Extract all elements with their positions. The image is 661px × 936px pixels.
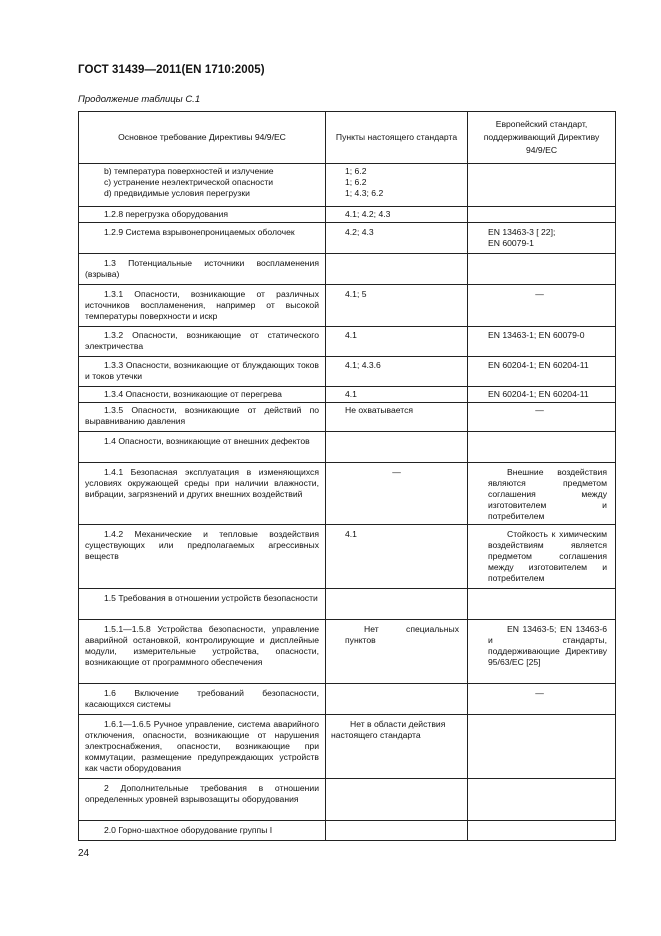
column-header-clauses: Пункты настоящего стандарта xyxy=(326,112,468,164)
column-header-requirement: Основное требование Директивы 94/9/ЕС xyxy=(79,112,326,164)
table-row xyxy=(79,403,616,432)
standard-cell xyxy=(468,779,616,821)
table-row xyxy=(79,387,616,403)
table-row xyxy=(79,327,616,357)
list-item: EN 13463-3 [ 22]; xyxy=(488,227,556,237)
standard-cell xyxy=(468,254,616,285)
clause-cell: 4.1; 5 xyxy=(326,285,468,327)
standard-cell: EN 60204-1; EN 60204-11 xyxy=(468,357,616,387)
standard-cell xyxy=(468,223,616,254)
list-item: c) устранение неэлектрической опасности xyxy=(104,177,274,187)
clause-cell: 4.1; 4.2; 4.3 xyxy=(326,207,468,223)
clause-cell xyxy=(326,589,468,620)
column-header-standard: Европейский стандарт, поддерживающий Директиву 94/9/ЕС xyxy=(468,112,616,164)
clause-cell xyxy=(326,684,468,715)
table-row xyxy=(79,254,616,285)
table-row xyxy=(79,620,616,684)
clause-cell: 4.1 xyxy=(326,327,468,357)
list-item: 1; 6.2 xyxy=(345,166,367,176)
requirement-cell: 1.4 Опасности, возникающие от внешних дефектов xyxy=(79,432,326,463)
table-row xyxy=(79,525,616,589)
clause-cell: 4.2; 4.3 xyxy=(326,223,468,254)
table-header-row xyxy=(79,112,616,164)
clause-cell: 4.1 xyxy=(326,387,468,403)
table-row xyxy=(79,285,616,327)
table-row xyxy=(79,223,616,254)
requirement-cell: 1.2.9 Система взрывонепроницаемых оболочек xyxy=(79,223,326,254)
requirement-cell: 1.6.1—1.6.5 Ручное управление, система аварийного отключения, опасности, возникающие от нарушения электроснабжения, опасности, возникающие при коммутации, размещение предупреждающих устройств как части оборудования xyxy=(79,715,326,779)
requirement-cell: 1.3.4 Опасности, возникающие от перегрева xyxy=(79,387,326,403)
list-item: d) предвидимые условия перегрузки xyxy=(104,188,250,198)
standard-cell: — xyxy=(468,285,616,327)
requirement-cell: 1.4.2 Механические и тепловые воздействия существующих или предполагаемых агрессивных веществ xyxy=(79,525,326,589)
clause-cell: — xyxy=(326,463,468,525)
requirement-cell: 1.2.8 перегрузка оборудования xyxy=(79,207,326,223)
clause-cell xyxy=(326,164,468,207)
requirement-cell: 1.5.1—1.5.8 Устройства безопасности, управление аварийной остановкой, контролирующие и дисплейные модули, измерительные устройства, опасности, возникающие от программного обеспечения xyxy=(79,620,326,684)
standard-cell: — xyxy=(468,403,616,432)
clause-cell xyxy=(326,254,468,285)
standard-cell xyxy=(468,207,616,223)
requirement-cell xyxy=(79,164,326,207)
requirement-cell: 1.3.2 Опасности, возникающие от статического электричества xyxy=(79,327,326,357)
table-row xyxy=(79,715,616,779)
standard-cell xyxy=(468,589,616,620)
table-row xyxy=(79,589,616,620)
clause-cell: Нет в области действия настоящего стандарта xyxy=(326,715,468,779)
clause-cell: 4.1; 4.3.6 xyxy=(326,357,468,387)
standard-cell: EN 13463-5; EN 13463-6 и стандарты, поддерживающие Директиву 95/63/ЕС [25] xyxy=(468,620,616,684)
table-row xyxy=(79,207,616,223)
table-row xyxy=(79,684,616,715)
standard-cell: Внешние воздействия являются предметом соглашения между изготовителем и потребителем xyxy=(468,463,616,525)
requirement-cell: 2 Дополнительные требования в отношении определенных уровней взрывозащиты оборудования xyxy=(79,779,326,821)
requirement-cell: 1.3.1 Опасности, возникающие от различных источников воспламенения, например от высокой температуры поверхности и искр xyxy=(79,285,326,327)
standard-cell: — xyxy=(468,684,616,715)
list-item: 1; 6.2 xyxy=(345,177,367,187)
table-row xyxy=(79,164,616,207)
requirement-cell: 1.3.3 Опасности, возникающие от блуждающих токов и токов утечки xyxy=(79,357,326,387)
table-row xyxy=(79,821,616,841)
standard-cell xyxy=(468,164,616,207)
standard-cell xyxy=(468,715,616,779)
table-row xyxy=(79,357,616,387)
clause-cell: Не охватывается xyxy=(326,403,468,432)
requirement-cell: 1.5 Требования в отношении устройств безопасности xyxy=(79,589,326,620)
clause-cell xyxy=(326,779,468,821)
document-header: ГОСТ 31439—2011(EN 1710:2005) xyxy=(78,64,265,76)
table-caption: Продолжение таблицы С.1 xyxy=(78,94,201,105)
list-item: 1; 4.3; 6.2 xyxy=(345,188,384,198)
clause-cell xyxy=(326,432,468,463)
standard-cell xyxy=(468,432,616,463)
clause-cell: 4.1 xyxy=(326,525,468,589)
list-item: b) температура поверхностей и излучение xyxy=(104,166,274,176)
requirements-table xyxy=(78,111,616,841)
requirement-cell: 1.4.1 Безопасная эксплуатация в изменяющихся условиях окружающей среды при наличии влажности, вибрации, загрязнений и других внешних воздействий xyxy=(79,463,326,525)
clause-cell: Нет специальных пунктов xyxy=(326,620,468,684)
standard-cell: Стойкость к химическим воздействиям является предметом соглашения между изготовителем и потребителем xyxy=(468,525,616,589)
clause-cell xyxy=(326,821,468,841)
table-row xyxy=(79,432,616,463)
requirement-cell: 2.0 Горно-шахтное оборудование группы I xyxy=(79,821,326,841)
requirement-cell: 1.3 Потенциальные источники воспламенения (взрыва) xyxy=(79,254,326,285)
requirement-cell: 1.6 Включение требований безопасности, касающихся системы xyxy=(79,684,326,715)
table-row xyxy=(79,779,616,821)
page-number: 24 xyxy=(78,848,90,859)
standard-cell xyxy=(468,821,616,841)
table-row xyxy=(79,463,616,525)
list-item: EN 60079-1 xyxy=(488,238,534,248)
standard-cell: EN 60204-1; EN 60204-11 xyxy=(468,387,616,403)
standard-cell: EN 13463-1; EN 60079-0 xyxy=(468,327,616,357)
requirement-cell: 1.3.5 Опасности, возникающие от действий по выравниванию давления xyxy=(79,403,326,432)
